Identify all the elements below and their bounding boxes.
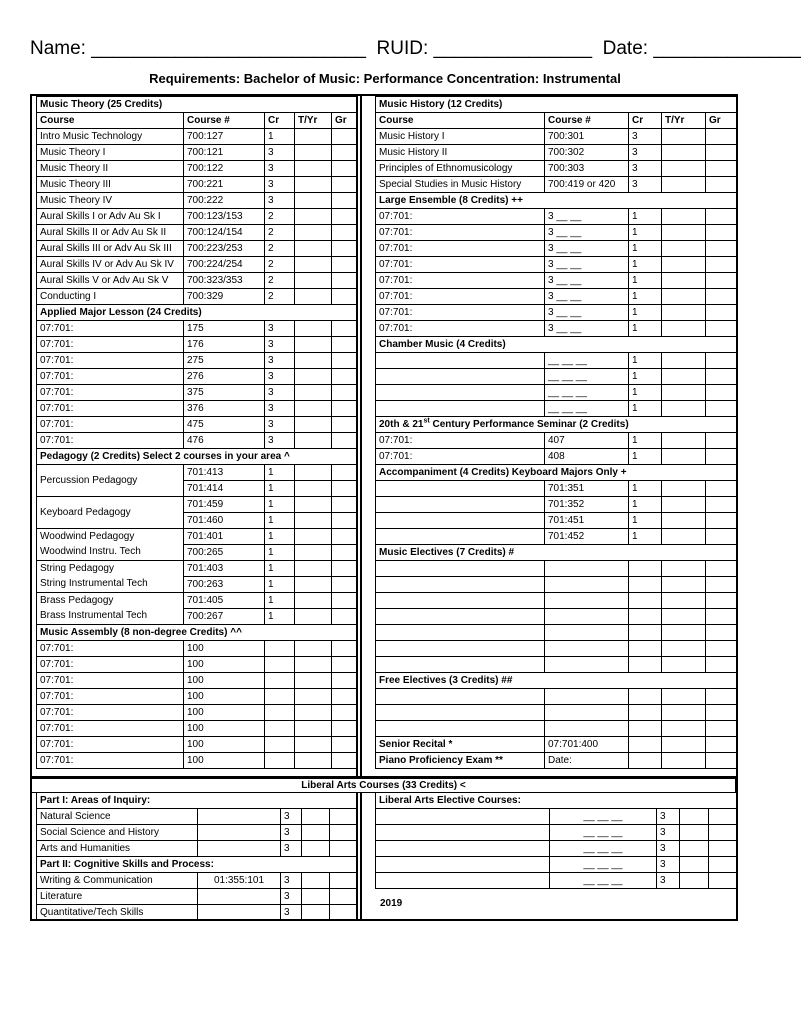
credits: 3 bbox=[629, 177, 662, 193]
column-header: Gr bbox=[706, 113, 738, 129]
pedagogy-course-name: Woodwind Instru. Tech bbox=[37, 545, 184, 561]
course-number: 700:121 bbox=[184, 145, 265, 161]
credits: 1 bbox=[629, 433, 662, 449]
credits: 1 bbox=[629, 401, 662, 417]
section-heading: Music Theory (25 Credits) bbox=[37, 97, 358, 113]
course-number: __ __ __ bbox=[545, 353, 629, 369]
course-number: 701:451 bbox=[545, 513, 629, 529]
course-number: 700:222 bbox=[184, 193, 265, 209]
course-name: Aural Skills IV or Adv Au Sk IV bbox=[37, 257, 184, 273]
credits: 1 bbox=[629, 321, 662, 337]
course-name: 07:701: bbox=[376, 289, 545, 305]
credits: 1 bbox=[265, 497, 295, 513]
credits: 1 bbox=[265, 593, 295, 609]
course-number: 100 bbox=[184, 753, 265, 769]
credits: 1 bbox=[265, 561, 295, 577]
course-name: Social Science and History bbox=[37, 825, 198, 841]
course-name: Aural Skills II or Adv Au Sk II bbox=[37, 225, 184, 241]
course-name: 07:701: bbox=[37, 433, 184, 449]
course-number: 100 bbox=[184, 721, 265, 737]
course-number: 375 bbox=[184, 385, 265, 401]
section-heading: Part II: Cognitive Skills and Process: bbox=[37, 857, 358, 873]
course-number: 100 bbox=[184, 689, 265, 705]
course-number: 700:263 bbox=[184, 577, 265, 593]
course-number: 3 __ __ bbox=[545, 209, 629, 225]
credits: 3 bbox=[657, 825, 680, 841]
course-name: 07:701: bbox=[37, 641, 184, 657]
course-name: Aural Skills I or Adv Au Sk I bbox=[37, 209, 184, 225]
course-name: 07:701: bbox=[376, 209, 545, 225]
credits: 3 bbox=[281, 873, 302, 889]
course-number: 701:452 bbox=[545, 529, 629, 545]
column-header: Cr bbox=[629, 113, 662, 129]
course-name: Music History II bbox=[376, 145, 545, 161]
column-divider bbox=[356, 95, 362, 778]
pedagogy-course-name: Brass Pedagogy bbox=[37, 593, 184, 609]
column-header: Cr bbox=[265, 113, 295, 129]
credits: 2 bbox=[265, 241, 295, 257]
section-heading: Music Assembly (8 non-degree Credits) ^^ bbox=[37, 625, 358, 641]
course-number: 700:122 bbox=[184, 161, 265, 177]
pedagogy-course-name: Percussion Pedagogy bbox=[37, 465, 184, 497]
credits: 1 bbox=[629, 513, 662, 529]
course-number: 176 bbox=[184, 337, 265, 353]
course-number-field[interactable]: __ __ __ bbox=[550, 873, 657, 889]
course-name: 07:701: bbox=[37, 753, 184, 769]
course-number: 100 bbox=[184, 641, 265, 657]
section-heading: Pedagogy (2 Credits) Select 2 courses in your area ^ bbox=[37, 449, 358, 465]
credits: 1 bbox=[629, 209, 662, 225]
course-number: 701:405 bbox=[184, 593, 265, 609]
course-name: 07:701: bbox=[37, 385, 184, 401]
senior-recital-label: Senior Recital * bbox=[376, 737, 545, 753]
page-title: Requirements: Bachelor of Music: Performance Concentration: Instrumental bbox=[149, 71, 621, 86]
course-name: 07:701: bbox=[37, 337, 184, 353]
heading-text: 20th & 21 bbox=[379, 418, 424, 430]
course-number: 701:352 bbox=[545, 497, 629, 513]
course-number: 700:224/254 bbox=[184, 257, 265, 273]
credits: 1 bbox=[629, 225, 662, 241]
course-number: 700:419 or 420 bbox=[545, 177, 629, 193]
column-header: Gr bbox=[332, 113, 358, 129]
course-name: Music Theory III bbox=[37, 177, 184, 193]
credits: 2 bbox=[265, 209, 295, 225]
course-number: 3 __ __ bbox=[545, 273, 629, 289]
section-heading: Part I: Areas of Inquiry: bbox=[37, 793, 358, 809]
course-number: 701:414 bbox=[184, 481, 265, 497]
credits: 3 bbox=[281, 825, 302, 841]
course-name: Music Theory I bbox=[37, 145, 184, 161]
course-number: 700:124/154 bbox=[184, 225, 265, 241]
column-header: T/Yr bbox=[295, 113, 332, 129]
course-name: 07:701: bbox=[37, 401, 184, 417]
ruid-field[interactable]: RUID: _______________ bbox=[376, 38, 593, 59]
course-number: 701:460 bbox=[184, 513, 265, 529]
course-number: 3 __ __ bbox=[545, 241, 629, 257]
credits: 3 bbox=[281, 809, 302, 825]
heading-text: Century Performance Seminar (2 Credits) bbox=[429, 418, 629, 430]
course-name: Arts and Humanities bbox=[37, 841, 198, 857]
credits: 3 bbox=[629, 145, 662, 161]
section-heading: Liberal Arts Elective Courses: bbox=[376, 793, 738, 809]
credits: 3 bbox=[265, 177, 295, 193]
course-number: 407 bbox=[545, 433, 629, 449]
column-header: Course bbox=[376, 113, 545, 129]
pedagogy-course-name: Keyboard Pedagogy bbox=[37, 497, 184, 529]
course-number: 700:223/253 bbox=[184, 241, 265, 257]
credits: 3 bbox=[265, 321, 295, 337]
course-name: Writing & Communication bbox=[37, 873, 198, 889]
course-number: 700:265 bbox=[184, 545, 265, 561]
pedagogy-course-name: String Instrumental Tech bbox=[37, 577, 184, 593]
course-name: Aural Skills V or Adv Au Sk V bbox=[37, 273, 184, 289]
course-name: Literature bbox=[37, 889, 198, 905]
course-name: Quantitative/Tech Skills bbox=[37, 905, 198, 921]
course-number: 475 bbox=[184, 417, 265, 433]
credits: 3 bbox=[265, 369, 295, 385]
credits: 3 bbox=[657, 857, 680, 873]
credits: 3 bbox=[657, 841, 680, 857]
course-name: 07:701: bbox=[37, 321, 184, 337]
column-header: Course bbox=[37, 113, 184, 129]
course-name: 07:701: bbox=[37, 369, 184, 385]
heading-superscript: st bbox=[423, 417, 430, 425]
course-number: 376 bbox=[184, 401, 265, 417]
course-number: 175 bbox=[184, 321, 265, 337]
course-name: Music Theory II bbox=[37, 161, 184, 177]
course-name: Intro Music Technology bbox=[37, 129, 184, 145]
credits: 3 bbox=[265, 145, 295, 161]
course-name: 07:701: bbox=[37, 673, 184, 689]
credits: 1 bbox=[265, 529, 295, 545]
credits: 1 bbox=[265, 577, 295, 593]
piano-exam-date-field[interactable]: Date: bbox=[545, 753, 629, 769]
course-number: 700:302 bbox=[545, 145, 629, 161]
liberal-arts-heading: Liberal Arts Courses (33 Credits) < bbox=[30, 777, 737, 793]
name-field[interactable]: Name: __________________________ bbox=[30, 38, 366, 59]
course-number: 701:403 bbox=[184, 561, 265, 577]
course-name: 07:701: bbox=[376, 433, 545, 449]
course-name: Special Studies in Music History bbox=[376, 177, 545, 193]
credits: 1 bbox=[629, 241, 662, 257]
credits: 3 bbox=[281, 889, 302, 905]
course-number-field[interactable]: __ __ __ bbox=[550, 825, 657, 841]
course-number: 3 __ __ bbox=[545, 321, 629, 337]
course-number: 701:401 bbox=[184, 529, 265, 545]
course-number: 3 __ __ bbox=[545, 257, 629, 273]
course-number: 700:123/153 bbox=[184, 209, 265, 225]
course-number: 100 bbox=[184, 737, 265, 753]
section-heading: Free Electives (3 Credits) ## bbox=[376, 673, 738, 689]
section-heading: Chamber Music (4 Credits) bbox=[376, 337, 738, 353]
credits: 1 bbox=[265, 129, 295, 145]
section-heading: Music Electives (7 Credits) # bbox=[376, 545, 738, 561]
date-field[interactable]: Date: ______________ bbox=[602, 38, 801, 59]
credits: 3 bbox=[657, 873, 680, 889]
credits: 3 bbox=[281, 905, 302, 921]
credits: 3 bbox=[265, 353, 295, 369]
document-year: 2019 bbox=[380, 898, 403, 909]
credits: 1 bbox=[629, 497, 662, 513]
column-header: Course # bbox=[545, 113, 629, 129]
course-number: 3 __ __ bbox=[545, 305, 629, 321]
course-name: Aural Skills III or Adv Au Sk III bbox=[37, 241, 184, 257]
liberal-arts-divider bbox=[356, 792, 362, 921]
credits: 1 bbox=[629, 369, 662, 385]
course-name: 07:701: bbox=[37, 417, 184, 433]
course-number-field[interactable]: __ __ __ bbox=[550, 809, 657, 825]
course-number: 275 bbox=[184, 353, 265, 369]
column-header: T/Yr bbox=[662, 113, 706, 129]
course-name: 07:701: bbox=[376, 241, 545, 257]
credits: 1 bbox=[629, 529, 662, 545]
course-name: Conducting I bbox=[37, 289, 184, 305]
credits: 1 bbox=[629, 353, 662, 369]
credits: 1 bbox=[265, 609, 295, 625]
course-number: 700:267 bbox=[184, 609, 265, 625]
credits: 3 bbox=[265, 161, 295, 177]
column-header: Course # bbox=[184, 113, 265, 129]
course-number: 700:329 bbox=[184, 289, 265, 305]
course-number: __ __ __ bbox=[545, 385, 629, 401]
credits: 1 bbox=[629, 481, 662, 497]
credits: 1 bbox=[265, 513, 295, 529]
credits: 2 bbox=[265, 289, 295, 305]
course-number-field[interactable]: __ __ __ bbox=[550, 841, 657, 857]
student-info-header bbox=[30, 38, 801, 60]
course-number: 276 bbox=[184, 369, 265, 385]
credits: 3 bbox=[657, 809, 680, 825]
course-number: __ __ __ bbox=[545, 369, 629, 385]
section-heading: Applied Major Lesson (24 Credits) bbox=[37, 305, 358, 321]
credits: 1 bbox=[265, 481, 295, 497]
course-number-field[interactable]: __ __ __ bbox=[550, 857, 657, 873]
course-name: Music Theory IV bbox=[37, 193, 184, 209]
credits: 3 bbox=[265, 385, 295, 401]
credits: 3 bbox=[265, 337, 295, 353]
course-name: Natural Science bbox=[37, 809, 198, 825]
course-name: 07:701: bbox=[376, 273, 545, 289]
credits: 3 bbox=[265, 401, 295, 417]
course-number-field[interactable]: 01:355:101 bbox=[198, 873, 281, 889]
credits: 3 bbox=[265, 193, 295, 209]
credits: 2 bbox=[265, 257, 295, 273]
piano-exam-label: Piano Proficiency Exam ** bbox=[376, 753, 545, 769]
section-heading: Accompaniment (4 Credits) Keyboard Majors Only + bbox=[376, 465, 738, 481]
course-name: 07:701: bbox=[37, 657, 184, 673]
credits: 3 bbox=[281, 841, 302, 857]
course-number: 3 __ __ bbox=[545, 225, 629, 241]
credits: 1 bbox=[629, 449, 662, 465]
credits: 2 bbox=[265, 273, 295, 289]
credits: 1 bbox=[629, 385, 662, 401]
credits: 1 bbox=[629, 273, 662, 289]
credits: 1 bbox=[629, 289, 662, 305]
course-number: 700:221 bbox=[184, 177, 265, 193]
course-number: 100 bbox=[184, 705, 265, 721]
course-name: Music History I bbox=[376, 129, 545, 145]
credits: 3 bbox=[265, 433, 295, 449]
section-heading: Music History (12 Credits) bbox=[376, 97, 738, 113]
section-heading: Large Ensemble (8 Credits) ++ bbox=[376, 193, 738, 209]
course-number: 408 bbox=[545, 449, 629, 465]
course-number: 701:413 bbox=[184, 465, 265, 481]
course-number: 476 bbox=[184, 433, 265, 449]
credits: 3 bbox=[629, 161, 662, 177]
course-name: 07:701: bbox=[376, 257, 545, 273]
course-number: 700:301 bbox=[545, 129, 629, 145]
pedagogy-course-name: String Pedagogy bbox=[37, 561, 184, 577]
course-number: 700:303 bbox=[545, 161, 629, 177]
course-number: 700:323/353 bbox=[184, 273, 265, 289]
course-name: 07:701: bbox=[376, 305, 545, 321]
course-name: 07:701: bbox=[37, 353, 184, 369]
pedagogy-course-name: Brass Instrumental Tech bbox=[37, 609, 184, 625]
course-number: 701:459 bbox=[184, 497, 265, 513]
pedagogy-course-name: Woodwind Pedagogy bbox=[37, 529, 184, 545]
course-name: 07:701: bbox=[37, 689, 184, 705]
course-name: 07:701: bbox=[376, 225, 545, 241]
credits: 3 bbox=[265, 417, 295, 433]
course-number: 700:127 bbox=[184, 129, 265, 145]
course-name: 07:701: bbox=[376, 449, 545, 465]
course-number: 701:351 bbox=[545, 481, 629, 497]
credits: 1 bbox=[629, 257, 662, 273]
course-number: 100 bbox=[184, 657, 265, 673]
course-name: 07:701: bbox=[37, 705, 184, 721]
credits: 1 bbox=[629, 305, 662, 321]
course-name: Principles of Ethnomusicology bbox=[376, 161, 545, 177]
senior-recital-course: 07:701:400 bbox=[545, 737, 629, 753]
course-number: 100 bbox=[184, 673, 265, 689]
credits: 3 bbox=[629, 129, 662, 145]
credits: 1 bbox=[265, 545, 295, 561]
course-name: 07:701: bbox=[376, 321, 545, 337]
course-name: 07:701: bbox=[37, 721, 184, 737]
course-number: 3 __ __ bbox=[545, 289, 629, 305]
credits: 2 bbox=[265, 225, 295, 241]
course-name: 07:701: bbox=[37, 737, 184, 753]
main-frame bbox=[30, 94, 738, 778]
course-number: __ __ __ bbox=[545, 401, 629, 417]
liberal-arts-frame bbox=[30, 777, 738, 921]
credits: 1 bbox=[265, 465, 295, 481]
